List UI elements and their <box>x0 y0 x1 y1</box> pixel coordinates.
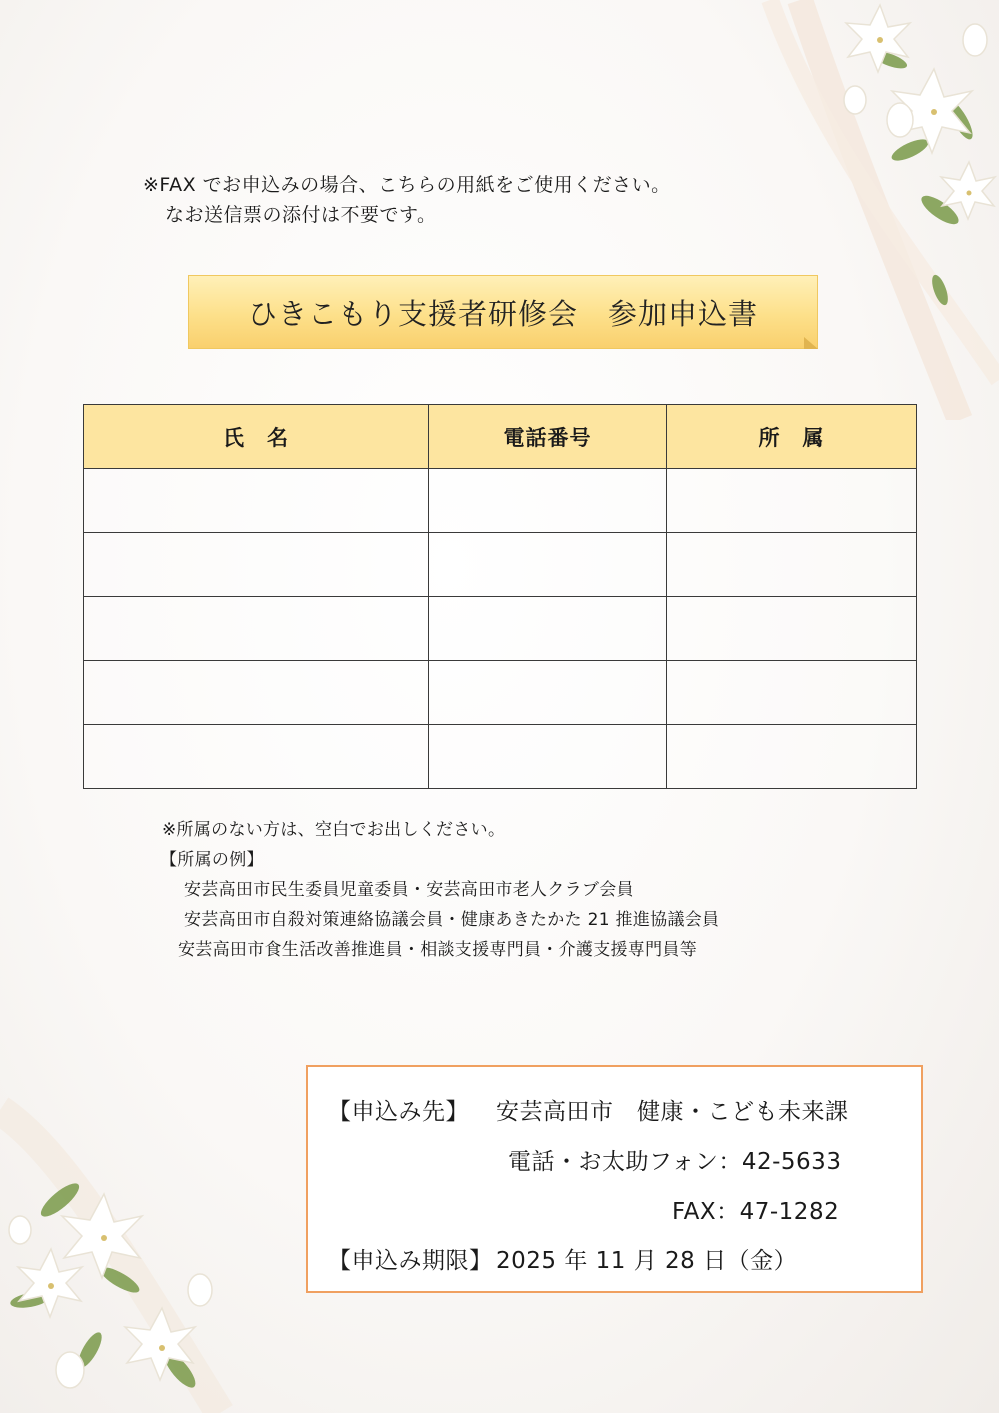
title-fold-corner <box>804 337 818 349</box>
destination-value: 安芸高田市 健康・こども未来課 <box>496 1099 849 1125</box>
header-affiliation: 所 属 <box>667 405 917 469</box>
table-row <box>84 725 917 789</box>
form-title <box>188 275 818 349</box>
contact-box <box>306 1065 923 1293</box>
fax-notice-line2: なお送信票の添付は不要です。 <box>165 204 437 226</box>
name-cell[interactable] <box>84 725 429 789</box>
example-line: 安芸高田市食生活改善推進員・相談支援専門員・介護支援専門員等 <box>178 940 697 960</box>
table-row <box>84 533 917 597</box>
header-phone: 電話番号 <box>429 405 667 469</box>
name-cell[interactable] <box>84 597 429 661</box>
flower-bouquet-top-right-image <box>760 0 999 420</box>
affiliation-notes <box>162 815 719 965</box>
table-row <box>84 469 917 533</box>
phone-number: 電話・お太助フォン：42-5633 <box>508 1149 842 1175</box>
affiliation-cell[interactable] <box>667 533 917 597</box>
affiliation-cell[interactable] <box>667 725 917 789</box>
examples-heading: 【所属の例】 <box>160 850 264 870</box>
name-cell[interactable] <box>84 661 429 725</box>
affiliation-cell[interactable] <box>667 597 917 661</box>
name-cell[interactable] <box>84 533 429 597</box>
form-title-text: ひきこもり支援者研修会 参加申込書 <box>247 296 758 331</box>
fax-number: FAX：47-1282 <box>672 1199 840 1225</box>
phone-cell[interactable] <box>429 725 667 789</box>
affiliation-cell[interactable] <box>667 469 917 533</box>
affiliation-cell[interactable] <box>667 661 917 725</box>
fax-notice-line1: ※FAX でお申込みの場合、こちらの用紙をご使用ください。 <box>143 174 671 196</box>
flower-bouquet-bottom-left-image <box>0 1070 300 1413</box>
example-line: 安芸高田市自殺対策連絡協議会員・健康あきたかた 21 推進協議会員 <box>184 910 720 930</box>
phone-cell[interactable] <box>429 661 667 725</box>
header-name: 氏 名 <box>84 405 429 469</box>
destination-label: 【申込み先】 <box>328 1099 469 1125</box>
deadline-value: 2025 年 11 月 28 日（金） <box>496 1248 798 1274</box>
blank-affiliation-note: ※所属のない方は、空白でお出しください。 <box>162 820 506 840</box>
fax-notice <box>143 170 671 230</box>
phone-cell[interactable] <box>429 533 667 597</box>
table-header-row <box>84 405 917 469</box>
table-row <box>84 597 917 661</box>
phone-cell[interactable] <box>429 469 667 533</box>
deadline-label: 【申込み期限】 <box>328 1248 493 1274</box>
application-table <box>83 404 917 789</box>
name-cell[interactable] <box>84 469 429 533</box>
table-row <box>84 661 917 725</box>
example-line: 安芸高田市民生委員児童委員・安芸高田市老人クラブ会員 <box>184 880 634 900</box>
phone-cell[interactable] <box>429 597 667 661</box>
